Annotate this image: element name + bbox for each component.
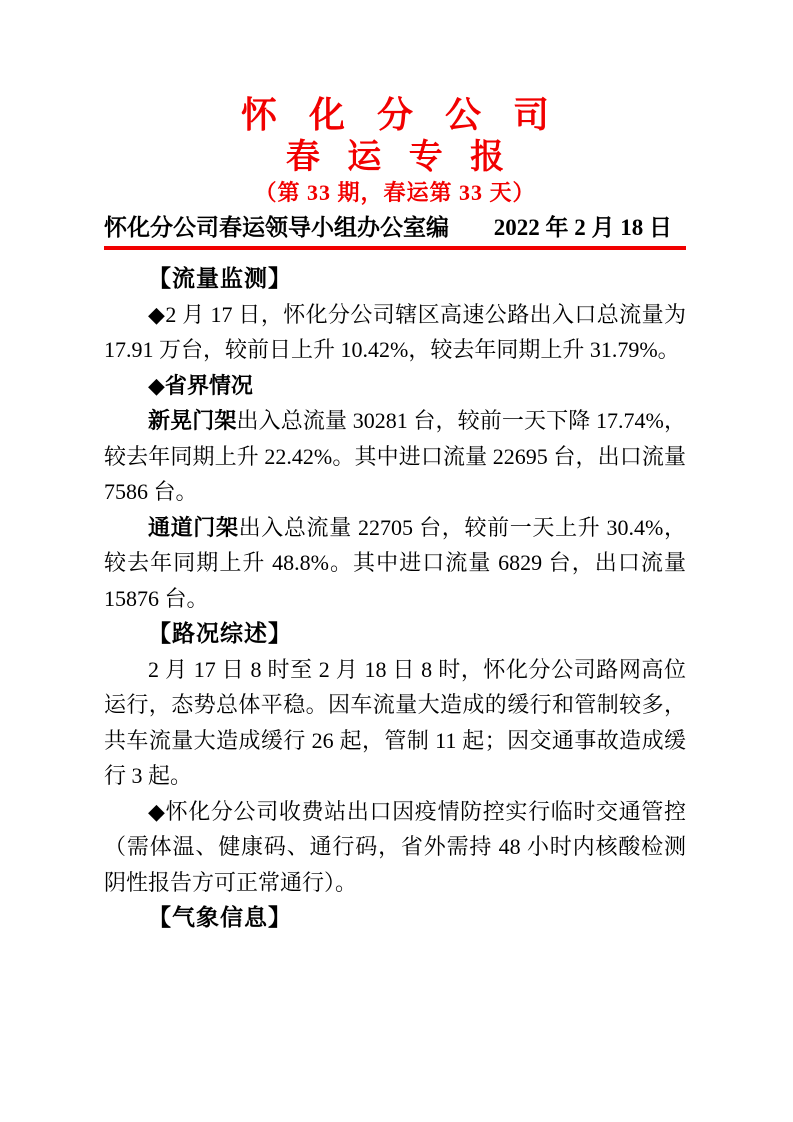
section-header-road-summary: 【路况综述】 <box>148 621 292 646</box>
page-title: 怀 化 分 公 司 <box>240 94 560 135</box>
tongdao-gantry-label: 通道门架 <box>148 514 239 540</box>
section-header-traffic-monitoring: 【流量监测】 <box>148 266 292 291</box>
subsection-header-province-border: ◆省界情况 <box>148 372 253 398</box>
paragraph-tongdao-gantry <box>104 510 686 617</box>
paragraph-total-flow: ◆2 月 17 日，怀化分公司辖区高速公路出入口总流量为 17.91 万台，较前日上升 10.42%，较去年同期上升 31.79%。 <box>104 301 686 362</box>
report-date: 2022 年 2 月 18 日 <box>493 215 672 240</box>
editor-office-label: 怀化分公司春运领导小组办公室编 <box>104 215 449 240</box>
issue-number-line: （第 33 期，春运第 33 天） <box>254 180 536 205</box>
paragraph-epidemic-control: ◆怀化分公司收费站出口因疫情防控实行临时交通管控（需体温、健康码、通行码，省外需持 48 小时内核酸检测阴性报告方可正常通行）。 <box>104 798 686 895</box>
document-body <box>104 250 686 936</box>
editor-date-row <box>104 213 686 243</box>
tongdao-gantry-stats: 出入总流量 22705 台，较前一天上升 30.4%，较去年同期上升 48.8%。其中进口流量 6829 台，出口流量 15876 台。 <box>104 514 686 611</box>
paragraph-road-summary: 2 月 17 日 8 时至 2 月 18 日 8 时，怀化分公司路网高位运行，态势总体平稳。因车流量大造成的缓行和管制较多，共车流量大造成缓行 26 起，管制 11 起；因交通事故造成缓行 3 起。 <box>104 656 686 788</box>
page-subtitle: 春 运 专 报 <box>285 138 514 176</box>
xinhuang-gantry-label: 新晃门架 <box>148 408 237 433</box>
document-content <box>104 0 686 1122</box>
document-header <box>104 0 686 207</box>
xinhuang-gantry-stats: 出入总流量 30281 台，较前一天下降 17.74%，较去年同期上升 22.42%。其中进口流量 22695 台，出口流量 7586 台。 <box>104 408 686 504</box>
paragraph-xinhuang-gantry <box>104 403 686 510</box>
section-header-weather-info: 【气象信息】 <box>148 905 292 930</box>
